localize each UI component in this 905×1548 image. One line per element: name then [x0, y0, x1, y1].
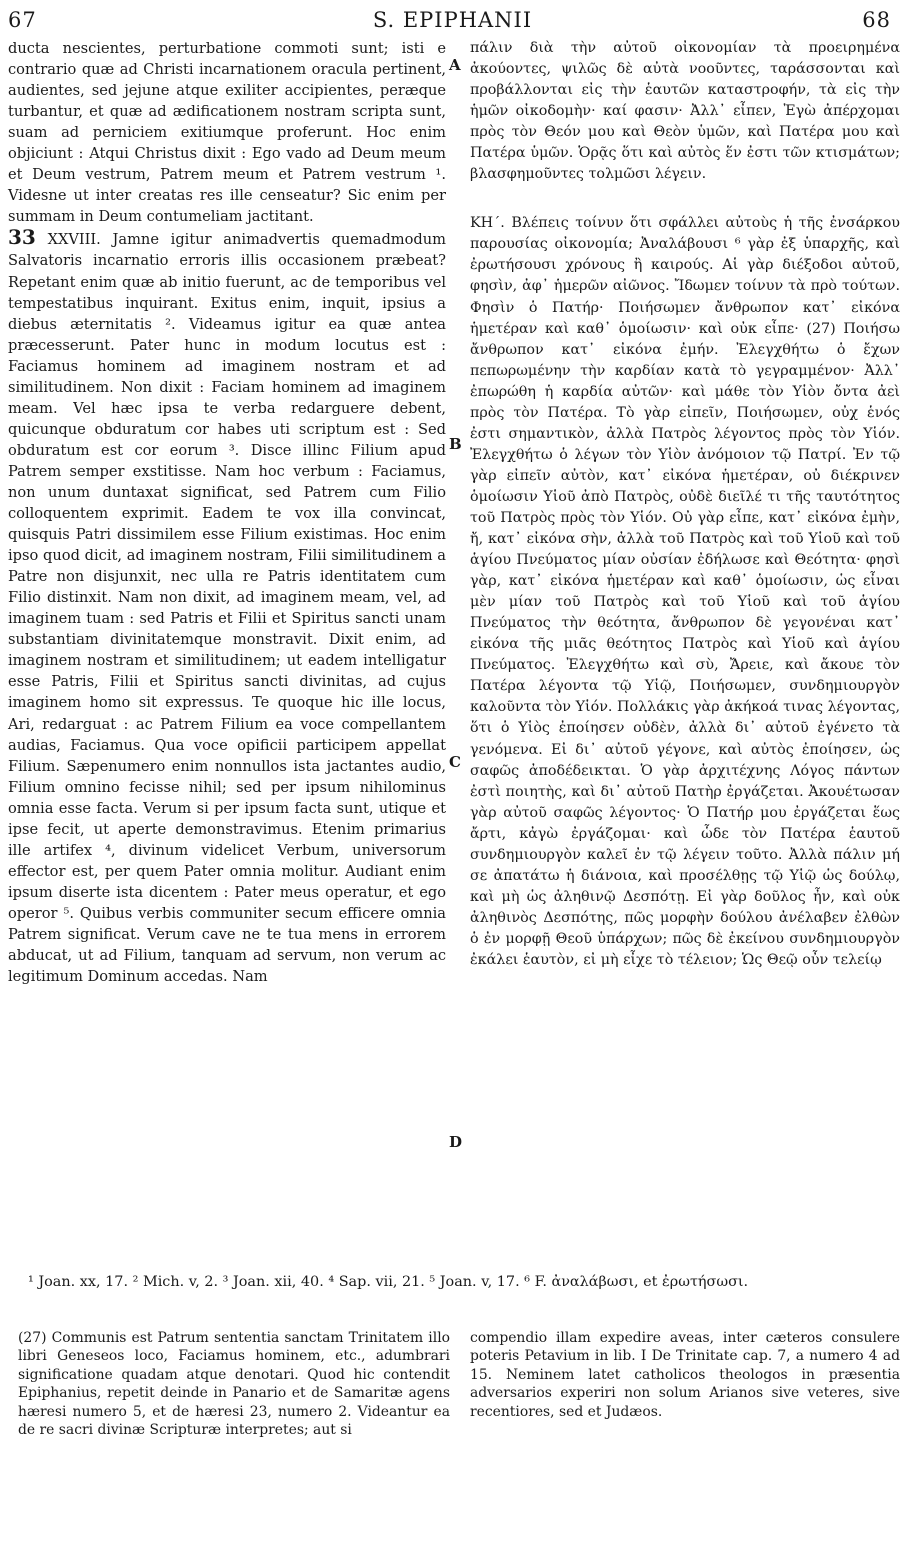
margin-marker-c: C [449, 753, 461, 771]
paragraph-gap [470, 185, 900, 213]
note-27-right: compendio illam expedire aveas, inter cæteros consulere poteris Petavium in lib. I De Trinitate cap. 7, a numero 4 ad 15. Neminem latet catholicos theologos in præsentia adversarios experiri non solum Arianos sive veteres, sive recentiores, sed et Judæos. [470, 1330, 900, 1420]
note-27-left: (27) Communis est Patrum sententia sanctam Trinitatem illo libri Geneseos loco, Faciamus hominem, etc., adumbrari significatione quadam atque denotari. Quod hic contendit Epiphanius, repetit deinde in Panario et de Samaritæ agens hæresi numero 5, et de hæresi 23, numero 2. Videantur ea de re sacri divinæ Scripturæ interpretes; aut si [18, 1330, 450, 1439]
section-number: 33 [8, 225, 36, 250]
greek-paragraph-2: ΚΗ΄. Βλέπεις τοίνυν ὅτι σφάλλει αὐτοὺς ἡ τῆς ἐνσάρκου παρουσίας οἰκονομία; Ἀναλάβουσι ⁶ γὰρ ἐξ ὑπαρχῆς, καὶ ἐρωτήσουσι χρόνους ἢ καιρούς. Αἱ γὰρ διέξοδοι αὐτοῦ, φησὶν, ἀφ᾿ ἡμερῶν αἰῶνος. Ἴδωμεν τοίνυν τὰ πρὸ τούτων. Φησὶν ὁ Πατήρ· Ποιήσωμεν ἄνθρωπον κατ᾿ εἰκόνα ἡμετέραν καὶ καθ᾿ ὁμοίωσιν· καὶ οὐκ εἶπε· (27) Ποιήσω ἄνθρωπον κατ᾿ εἰκόνα ἐμήν. Ἐλεγχθήτω ὁ ἔχων πεπωρωμένην τὴν καρδίαν κατὰ τὸ γεγραμμένον· Ἀλλ᾿ ἐπωρώθη ἡ καρδία αὐτῶν· καὶ μάθε τὸν Υἱὸν ὄντα ἀεὶ πρὸς τὸν Πατέρα. Τὸ γὰρ εἰπεῖν, Ποιήσωμεν, οὐχ ἑνός ἐστι σημαντικὸν, ἀλλὰ Πατρὸς λέγοντος πρὸς τὸν Υἱόν. Ἐλεγχθήτω ὁ λέγων τὸν Υἱὸν ἀνόμοιον τῷ Πατρί. Ἐν τῷ γὰρ εἰπεῖν αὐτὸν, κατ᾿ εἰκόνα ἡμετέραν, οὐ διέκρινεν ὁμοίωσιν Υἱοῦ ἀπὸ Πατρὸς, οὐδὲ διεῖλέ τι τῆς ταυτότητος τοῦ Πατρὸς πρὸς τὸν Υἱόν. Οὐ γὰρ εἶπε, κατ᾿ εἰκόνα ἐμὴν, ἤ, κατ᾿ εἰκόνα σὴν, ἀλλὰ τοῦ Πατρὸς καὶ τοῦ Υἱοῦ καὶ τοῦ ἁγίου Πνεύματος μίαν οὐσίαν ἐδήλωσε καὶ Θεότητα· φησὶ γὰρ, κατ᾿ εἰκόνα ἡμετέραν καὶ καθ᾿ ὁμοίωσιν, ὡς εἶναι μὲν μίαν τοῦ Πατρὸς καὶ τοῦ Υἱοῦ καὶ τοῦ ἁγίου Πνεύματος τὴν θεότητα, ἄνθρωπον δὲ γεγονέναι κατ᾿ εἰκόνα τῆς μιᾶς θεότητος Πατρὸς καὶ Υἱοῦ καὶ ἁγίου Πνεύματος. Ἐλεγχθήτω καὶ σὺ, Ἄρειε, καὶ ἄκουε τὸν Πατέρα λέγοντα τῷ Υἱῷ, Ποιήσωμεν, συνδημιουργὸν καλοῦντα τὸν Υἱόν. Πολλάκις γὰρ ἀκήκοά τινας λέγοντας, ὅτι ὁ Υἱὸς ἐποίησεν οὐδὲν, ἀλλὰ δι᾿ αὐτοῦ ἐγένετο τὰ γενόμενα. Εἰ δι᾿ αὐτοῦ γέγονε, καὶ αὐτὸς ἐποίησεν, ὡς σαφῶς ἀποδέδεικται. Ὁ γὰρ ἀρχιτέχνης Λόγος πάντων ἐστὶ ποιητὴς, καὶ δι᾿ αὐτοῦ Πατὴρ ἐργάζεται. Ἀκουέτωσαν γὰρ αὐτοῦ σαφῶς λέγοντος· Ὁ Πατήρ μου ἐργάζεται ἕως ἄρτι, κἀγὼ ἐργάζομαι· καὶ ὧδε τὸν Πατέρα ἑαυτοῦ συνδημιουργὸν καλεῖ ἐν τῷ λέγειν τοῦτο. Ἀλλὰ πάλιν μή σε ἀπατάτω ἡ διάνοια, καὶ προσέλθῃς τῷ Υἱῷ ὡς δούλῳ, καὶ μὴ ὡς ἀληθινῷ Δεσπότῃ. Εἰ γὰρ δοῦλος ἦν, καὶ οὐκ ἀληθινὸς Δεσπότης, πῶς μορφὴν δούλου ἀνέλαβεν ἐλθὼν ὁ ἐν μορφῇ Θεοῦ ὑπάρχων; πῶς δὲ ἐκείνου συνδημιουργὸν ἐκάλει ἑαυτὸν, εἰ μὴ εἶχε τὸ τέλειον; Ὡς Θεῷ οὖν τελείῳ [470, 215, 900, 968]
latin-paragraph-2-text: XXVIII. Jamne igitur animadvertis quemadmodum Salvatoris incarnatio erroris illis occasionem præbeat? Repetant enim quæ ab initio fuerunt, ac de temporibus vel tempestatibus inquirant. Exitus enim, inquit, ipsius a diebus æternitatis ². Videamus igitur ea quæ antea præcesserunt. Pater hunc in modum locutus est : Faciamus hominem ad imaginem nostram et ad similitudinem. Non dixit : Faciam hominem ad imaginem meam. Vel hæc ipsa te verba redarguere debent, quicunque obduratum cor habes uti scriptum est : Sed obduratum est cor eorum ³. Disce illinc Filium apud Patrem semper exstitisse. Nam hoc verbum : Faciamus, non unum duntaxat significat, sed Patrem cum Filio colloquentem exprimit. Eadem te vox illa convincat, quisquis Patri dissimilem esse Filium existimas. Hoc enim ipso quod dicit, ad imaginem nostram, Filii similitudinem a Patre non disjunxit, nec ulla re Patris identitatem cum Filio distinxit. Nam non dixit, ad imaginem meam, vel, ad imaginem tuam : sed Patris et Filii et Spiritus sancti unam substantiam divinitatemque monstravit. Dixit enim, ad imaginem nostram et similitudinem; ut eadem intelligatur esse Patris, Filii et Spiritus sancti divinitas, ad cujus imaginem homo sit expressus. Te quoque hic ille locus, Ari, redarguat : ac Patrem Filium ea voce compellantem audias, Faciamus. Qua voce opificii participem appellat Filium. Sæpenumero enim nonnullos ista jactantes audio, Filium omnino fecisse nihil; sed per ipsum nihilominus omnia esse facta. Verum si per ipsum facta sunt, utique et ipse fecit, ut aperte demonstravimus. Etenim primarius ille artifex ⁴, divinum videlicet Verbum, universorum effector est, per quem Pater omnia molitur. Audiant enim ipsum diserte ista dicentem : Pater meus operatur, et ego operor ⁵. Quibus verbis communiter secum efficere omnia Patrem significat. Verum cave ne te tua mens in errorem abducat, ut ad Filium, tanquam ad servum, non verum ac legitimum Dominum accedas. Nam [8, 231, 447, 986]
page-number-right: 68 [862, 8, 891, 32]
latin-paragraph-2 [8, 227, 446, 987]
running-title: S. EPIPHANII [372, 8, 533, 32]
margin-marker-a: A [449, 56, 461, 74]
margin-marker-b: B [449, 435, 462, 453]
greek-paragraph-1: πάλιν διὰ τὴν αὐτοῦ οἰκονομίαν τὰ προειρημένα ἀκούοντες, ψιλῶς δὲ αὐτὰ νοοῦντες, ταράσσονται καὶ προβάλλονται εἰς τὴν ἑαυτῶν καταστροφήν, τὰ εἰς τὴν ἡμῶν οἰκοδομὴν· καί φασιν· Ἀλλ᾿ εἶπεν, Ἐγὼ ἀπέρχομαι πρὸς τὸν Θεόν μου καὶ Θεὸν ὑμῶν, καὶ Πατέρα μου καὶ Πατέρα ὑμῶν. Ὁρᾷς ὅτι καὶ αὐτὸς ἕν ἐστι τῶν κτισμάτων; βλασφημοῦντες τολμῶσι λέγειν. [470, 40, 900, 183]
page-number-left: 67 [8, 8, 37, 32]
greek-column [470, 38, 900, 971]
margin-marker-d: D [449, 1133, 463, 1151]
latin-paragraph-1: ducta nescientes, perturbatione commoti sunt; isti e contrario quæ ad Christi incarnationem oracula pertinent, audientes, sed jejune atque exiliter accipientes, peræque turbantur, et quæ ad ædificationem nostram scripta sunt, suam ad perniciem exitiumque proferunt. Hoc enim objiciunt : Atqui Christus dixit : Ego vado ad Deum meum et Deum vestrum, Patrem meum et Patrem vestrum ¹. Videsne ut inter creatas res ille censeatur? Sic enim per summam in Deum contumeliam jactitant. [8, 40, 446, 226]
footnotes: ¹ Joan. xx, 17. ² Mich. v, 2. ³ Joan. xii, 40. ⁴ Sap. vii, 21. ⁵ Joan. v, 17. ⁶ F. ἀναλάβωσι, et ἐρωτήσωσι. [28, 1274, 749, 1290]
latin-column [8, 38, 446, 987]
page-header [0, 8, 905, 38]
